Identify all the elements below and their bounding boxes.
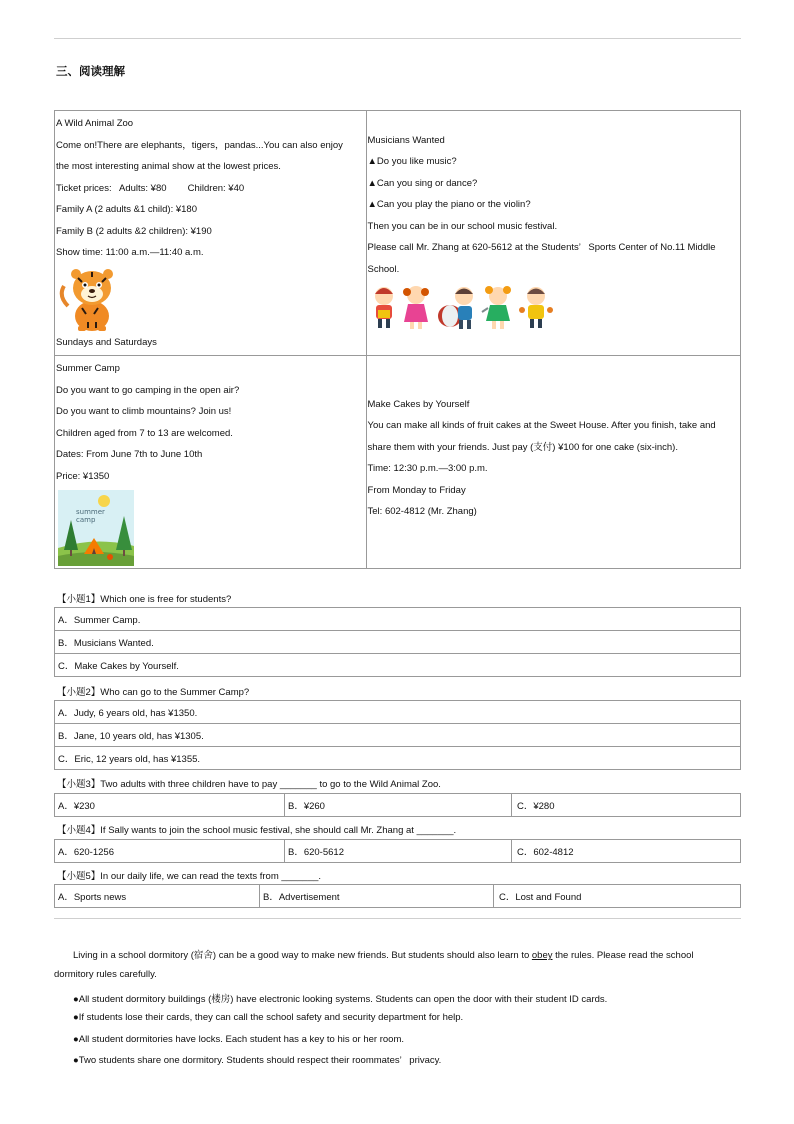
ads-table [54, 110, 741, 569]
question-3-option-a[interactable]: A．¥230 [55, 794, 285, 817]
question-1-label: 【小题1】Which one is free for students? [57, 594, 232, 605]
passage-intro-line2: dormitory rules carefully. [54, 969, 157, 980]
middle-divider [54, 918, 741, 919]
zoo-footer: Sundays and Saturdays [56, 336, 157, 348]
passage-intro-text-end: the rules. Please read the school [552, 950, 694, 961]
musicians-ad-cell [366, 111, 740, 356]
question-2-option-b[interactable]: B．Jane, 10 years old, has ¥1305. [55, 724, 741, 747]
zoo-line: Ticket prices: Adults: ¥80 Children: ¥40 [56, 182, 245, 194]
question-2-options [54, 700, 741, 770]
cakes-ad-cell [366, 356, 740, 569]
kids-band-icon [370, 284, 739, 330]
question-5-options [54, 884, 741, 908]
camp-line: Do you want to climb mountains? Join us! [56, 406, 232, 417]
question-5-option-b[interactable]: B．Advertisement [260, 885, 494, 908]
summer-camp-image-text: summer camp [76, 508, 105, 524]
cakes-line: You can make all kinds of fruit cakes at the Sweet House. After you finish, take and [367, 420, 716, 431]
musicians-line: ▲Can you sing or dance? [367, 177, 478, 189]
zoo-line: the most interesting animal show at the lowest prices. [56, 161, 281, 172]
question-1-options [54, 607, 741, 677]
question-5-option-c[interactable]: C．Lost and Found [494, 885, 741, 908]
passage-bullet: ●Two students share one dormitory. Students should respect their roommates’ privacy. [73, 1055, 442, 1066]
camp-line: Children aged from 7 to 13 are welcomed. [56, 427, 233, 439]
underlined-word: obey [531, 950, 553, 961]
musicians-line: Then you can be in our school music festival. [367, 220, 558, 232]
zoo-ad-cell [55, 111, 367, 356]
question-5-label: 【小题5】In our daily life, we can read the texts from _______. [57, 871, 322, 882]
passage-bullet: ●If students lose their cards, they can call the school safety and security department for help. [73, 1012, 464, 1023]
musicians-title: Musicians Wanted [367, 134, 445, 146]
cakes-line: From Monday to Friday [367, 484, 466, 496]
passage-bullet: ●All student dormitories have locks. Each student has a key to his or her room. [73, 1034, 405, 1045]
question-2-label: 【小题2】Who can go to the Summer Camp? [57, 687, 250, 698]
camp-line: Dates: From June 7th to June 10th [56, 449, 203, 460]
passage-intro [54, 947, 744, 961]
question-3-options [54, 793, 741, 817]
question-3-option-c[interactable]: C．¥280 [512, 794, 741, 817]
musicians-line: School. [367, 263, 400, 275]
cakes-title: Make Cakes by Yourself [367, 398, 470, 410]
passage-bullet: ●All student dormitory buildings (楼房) have electronic looking systems. Students can open the door with their student ID cards. [73, 994, 608, 1005]
musicians-line: ▲Do you like music? [367, 156, 457, 168]
musicians-line: Please call Mr. Zhang at 620-5612 at the Students’ Sports Center of No.11 Middle [367, 242, 716, 254]
zoo-line: Family B (2 adults &2 children): ¥190 [56, 225, 212, 237]
question-1-option-a[interactable]: A．Summer Camp. [55, 608, 741, 631]
top-divider [54, 38, 741, 39]
passage-intro-text: Living in a school dormitory (宿舍) can be a good way to make new friends. But students should also learn to [73, 950, 532, 961]
cakes-line: share them with your friends. Just pay (支付) ¥100 for one cake (six-inch). [367, 441, 678, 453]
question-4-option-c[interactable]: C．602-4812 [512, 840, 741, 863]
camp-title: Summer Camp [56, 363, 120, 374]
section-title: 三、阅读理解 [56, 64, 125, 78]
camp-line: Price: ¥1350 [56, 470, 110, 482]
cakes-line: Tel: 602-4812 (Mr. Zhang) [367, 506, 477, 517]
camp-ad-cell [55, 356, 367, 569]
cakes-line: Time: 12:30 p.m.—3:00 p.m. [367, 463, 488, 474]
zoo-line: Come on!There are elephants，tigers，pandas...You can also enjoy [56, 139, 343, 151]
question-1-option-c[interactable]: C．Make Cakes by Yourself. [55, 654, 741, 677]
question-4-option-b[interactable]: B．620-5612 [285, 840, 512, 863]
question-3-option-b[interactable]: B．¥260 [285, 794, 512, 817]
musicians-line: ▲Can you play the piano or the violin? [367, 199, 531, 211]
zoo-line: Family A (2 adults &1 child): ¥180 [56, 204, 197, 215]
tiger-icon [58, 266, 118, 332]
summer-camp-icon [58, 490, 134, 566]
question-3-label: 【小题3】Two adults with three children have to pay _______ to go to the Wild Animal Zoo. [57, 779, 441, 790]
zoo-line: Show time: 11:00 a.m.—11:40 a.m. [56, 247, 204, 258]
zoo-title: A Wild Animal Zoo [56, 118, 134, 129]
question-5-option-a[interactable]: A．Sports news [55, 885, 260, 908]
question-2-option-a[interactable]: A．Judy, 6 years old, has ¥1350. [55, 701, 741, 724]
question-4-label: 【小题4】If Sally wants to join the school music festival, she should call Mr. Zhang at _______. [57, 825, 457, 836]
question-2-option-c[interactable]: C．Eric, 12 years old, has ¥1355. [55, 747, 741, 770]
question-4-option-a[interactable]: A．620-1256 [55, 840, 285, 863]
question-1-option-b[interactable]: B．Musicians Wanted. [55, 631, 741, 654]
camp-line: Do you want to go camping in the open air? [56, 384, 240, 396]
question-4-options [54, 839, 741, 863]
